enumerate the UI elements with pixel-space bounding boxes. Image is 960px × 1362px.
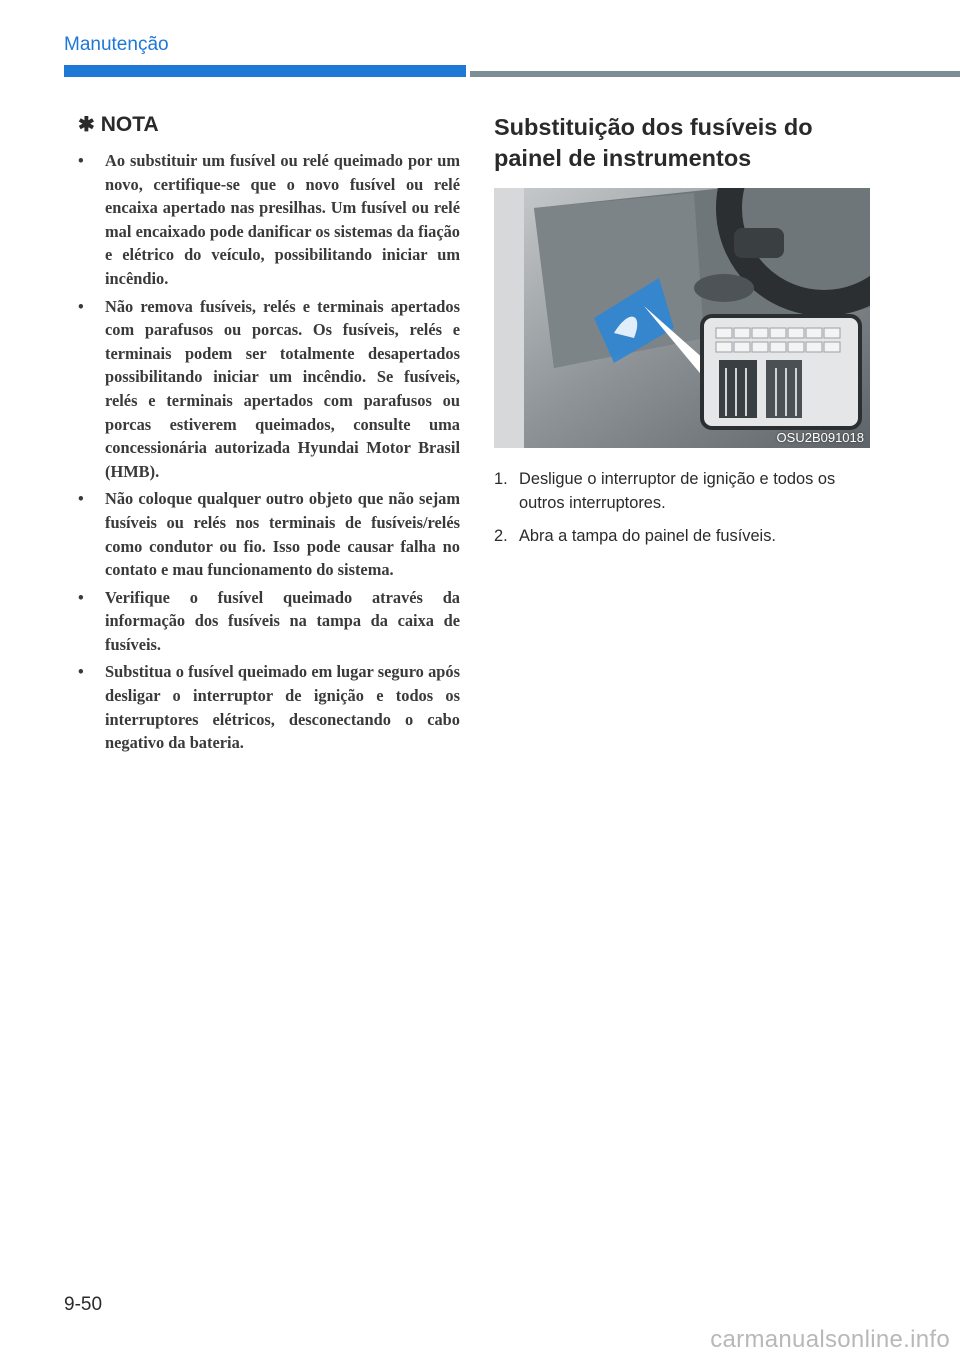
section-header: Manutenção (64, 34, 169, 55)
step-number: 1. (494, 470, 508, 488)
fuse-panel-illustration (494, 188, 870, 448)
note-item-text: Ao substituir um fusível ou relé queimado por um novo, certifique-se que o novo fusível ou relé encaixa apertado nas presilhas. Um fusível ou relé mal encaixado pode danificar os sistemas da fiação e elétrico do veículo, possibilitando iniciar um incêndio. (105, 151, 460, 288)
note-item (78, 295, 460, 484)
note-item (78, 586, 460, 657)
bullet: • (78, 489, 84, 509)
section-fuse-replacement (494, 112, 874, 174)
step-text: Abra a tampa do painel de fusíveis. (519, 527, 776, 546)
note-item-text: Não coloque qualquer outro objeto que não sejam fusíveis ou relés nos terminais de fusíveis/relés como condutor ou fio. Isso pode causar falha no contato e mau funcionamento do sistema. (105, 489, 460, 580)
note-item (78, 487, 460, 581)
step-number: 2. (494, 527, 508, 546)
note-list (78, 149, 460, 755)
header-rule-blue (64, 65, 466, 77)
note-item (78, 660, 460, 754)
note-title (78, 112, 460, 137)
step-item (494, 525, 874, 549)
note-item (78, 149, 460, 291)
bullet: • (78, 662, 84, 682)
asterisk-icon: ✱ (78, 114, 95, 136)
section-heading: Substituição dos fusíveis do painel de instrumentos (494, 114, 813, 171)
figure-code: OSU2B091018 (776, 430, 864, 445)
bullet: • (78, 587, 84, 607)
watermark: carmanualsonline.info (710, 1326, 950, 1353)
note-item-text: Verifique o fusível queimado através da informação dos fusíveis na tampa da caixa de fusíveis. (105, 587, 460, 654)
fuse-panel-photo (494, 188, 870, 448)
bullet: • (78, 151, 84, 170)
step-item (494, 468, 874, 515)
step-list (494, 468, 874, 559)
note-title-label: NOTA (100, 112, 159, 136)
step-text: Desligue o interruptor de ignição e todos os outros interruptores. (519, 470, 836, 512)
page-number: 9-50 (64, 1294, 103, 1315)
note-box (78, 112, 460, 759)
header-rule-gray (470, 71, 960, 77)
note-item-text: Não remova fusíveis, relés e terminais apertados com parafusos ou porcas. Os fusíveis, relés e terminais podem ser totalmente desapertados possibilitando iniciar um incêndio. Se fusíveis, relés e terminais apertados com parafusos ou porcas estiverem queimados, consulte uma concessionária autorizada Hyundai Motor Brasil (HMB). (105, 296, 460, 481)
bullet: • (78, 296, 84, 316)
note-item-text: Substitua o fusível queimado em lugar seguro após desligar o interruptor de ignição e todos os interruptores elétricos, desconectando o cabo negativo da bateria. (105, 662, 460, 753)
